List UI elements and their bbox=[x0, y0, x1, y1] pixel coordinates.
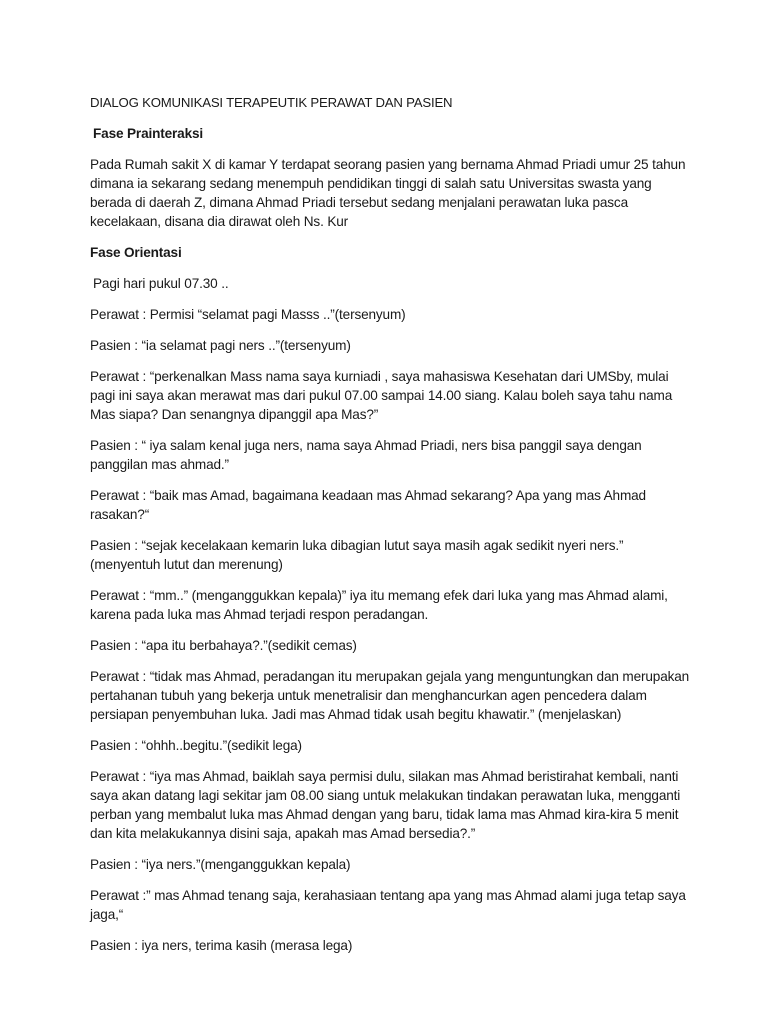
dialog-line: Pasien : “sejak kecelakaan kemarin luka dibagian lutut saya masih agak sedikit nyeri ners.” (menyentuh lutut dan merenung) bbox=[90, 538, 624, 572]
section-heading-orientasi: Fase Orientasi bbox=[90, 245, 182, 260]
dialog-line: Pasien : “ia selamat pagi ners ..”(tersenyum) bbox=[90, 338, 351, 353]
dialog-line: Pasien : “ohhh..begitu.”(sedikit lega) bbox=[90, 738, 302, 753]
dialog-line: Perawat : “tidak mas Ahmad, peradangan itu merupakan gejala yang menguntungkan dan merupakan pertahanan tubuh yang bekerja untuk menetralisir dan menghancurkan agen pencedera dalam persiapan penyembuhan luka. Jadi mas Ahmad tidak usah begitu khawatir.” (menjelaskan) bbox=[90, 669, 690, 722]
dialog-line: Pasien : “ iya salam kenal juga ners, nama saya Ahmad Priadi, ners bisa panggil saya dengan panggilan mas ahmad.” bbox=[90, 438, 642, 472]
intro-paragraph: Pada Rumah sakit X di kamar Y terdapat seorang pasien yang bernama Ahmad Priadi umur 25 tahun dimana ia sekarang sedang menempuh pendidikan tinggi di salah satu Universitas swasta yang berada di daerah Z, dimana Ahmad Priadi tersebut sedang menjalani perawatan luka pasca kecelakaan, disana dia dirawat oleh Ns. Kur bbox=[90, 157, 686, 229]
time-line: Pagi hari pukul 07.30 .. bbox=[93, 276, 229, 291]
document-page bbox=[90, 93, 690, 967]
dialog-line: Perawat : “mm..” (menganggukkan kepala)” iya itu memang efek dari luka yang mas Ahmad alami, karena pada luka mas Ahmad terjadi respon peradangan. bbox=[90, 588, 668, 622]
dialog-line: Perawat : “perkenalkan Mass nama saya kurniadi , saya mahasiswa Kesehatan dari UMSby, mulai pagi ini saya akan merawat mas dari pukul 07.00 sampai 14.00 siang. Kalau boleh saya tahu nama Mas siapa? Dan senangnya dipanggil apa Mas?” bbox=[90, 369, 673, 422]
section-heading-prainteraksi: Fase Prainteraksi bbox=[93, 126, 204, 141]
dialog-line: Pasien : iya ners, terima kasih (merasa lega) bbox=[90, 938, 353, 953]
dialog-line: Perawat : Permisi “selamat pagi Masss ..”(tersenyum) bbox=[90, 307, 406, 322]
dialog-line: Perawat : “iya mas Ahmad, baiklah saya permisi dulu, silakan mas Ahmad beristirahat kembali, nanti saya akan datang lagi sekitar jam 08.00 siang untuk melakukan tindakan perawatan luka, mengganti perban yang membalut luka mas Ahmad dengan yang baru, tidak lama mas Ahmad kira-kira 5 menit dan kita melakukannya disini saja, apakah mas Amad bersedia?.” bbox=[90, 769, 681, 841]
dialog-line: Pasien : “iya ners.”(menganggukkan kepala) bbox=[90, 857, 351, 872]
dialog-line: Perawat :” mas Ahmad tenang saja, kerahasiaan tentang apa yang mas Ahmad alami juga tetap saya jaga,“ bbox=[90, 888, 686, 922]
dialog-line: Perawat : “baik mas Amad, bagaimana keadaan mas Ahmad sekarang? Apa yang mas Ahmad rasakan?“ bbox=[90, 488, 646, 522]
dialog-line: Pasien : “apa itu berbahaya?.”(sedikit cemas) bbox=[90, 638, 357, 653]
document-title: DIALOG KOMUNIKASI TERAPEUTIK PERAWAT DAN PASIEN bbox=[90, 95, 453, 110]
